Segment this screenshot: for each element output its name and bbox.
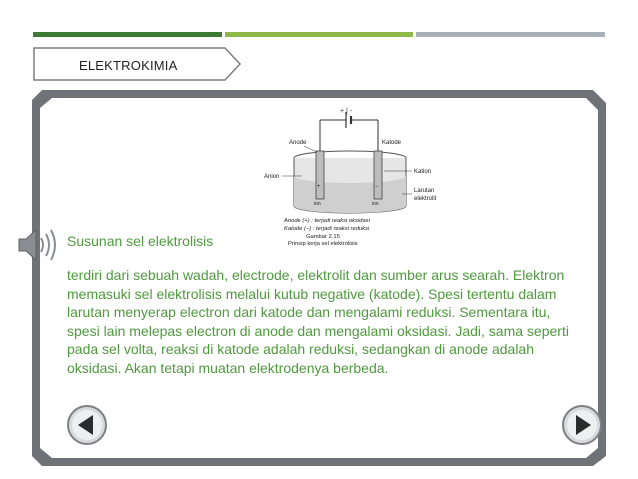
label-anion: Anion <box>264 174 280 180</box>
title-tab <box>33 47 241 81</box>
ion-right-label: ion <box>372 201 379 207</box>
battery-polarity: + | - <box>340 108 353 115</box>
legend-anode: Anode (+) : terjadi reaksi oksidasi <box>284 218 370 224</box>
label-anode: Anode <box>289 140 307 146</box>
ion-left-label: ion <box>314 201 321 207</box>
label-kation: Kation <box>414 169 432 175</box>
top-bar-dark-green <box>33 32 222 37</box>
next-arrow-icon[interactable] <box>561 404 603 446</box>
label-larutan: Larutan <box>414 188 435 194</box>
section-heading: Susunan sel elektrolisis <box>67 233 214 249</box>
label-katode: Katode <box>382 140 402 146</box>
legend-katode: Katode (−) : terjadi reaksi reduksi <box>284 226 370 232</box>
top-bar-gray <box>416 32 605 37</box>
figure-caption: Prinsip kerja sel elektrolisis <box>288 241 358 247</box>
prev-arrow-icon[interactable] <box>66 404 108 446</box>
electrode-sign-plus: + <box>317 184 321 190</box>
electrode-sign-minus: − <box>375 184 379 190</box>
top-bar-light-green <box>225 32 413 37</box>
figure-number: Gambar 2.15 <box>306 234 340 240</box>
body-paragraph: terdiri dari sebuah wadah, electrode, elektrolit dan sumber arus searah. Elektron memasuki sel elektrolisis melalui kutub negative (katode). Spesi tertentu dalam larutan menyerap electron dari katode dan mengalami reduksi. Sementara itu, spesi lain melepas electron di anode dan mengalami oksidasi. Jadi, sama seperti pada sel volta, reaksi di katode adalah reduksi, sedangkan di anode adalah oksidasi. Akan tetapi muatan elektrodenya berbeda. <box>67 267 569 376</box>
label-elektrolit: elektrolit <box>414 196 437 202</box>
electrolysis-diagram <box>262 106 437 247</box>
speaker-icon[interactable] <box>15 225 59 265</box>
page-title: ELEKTROKIMIA <box>79 58 178 73</box>
